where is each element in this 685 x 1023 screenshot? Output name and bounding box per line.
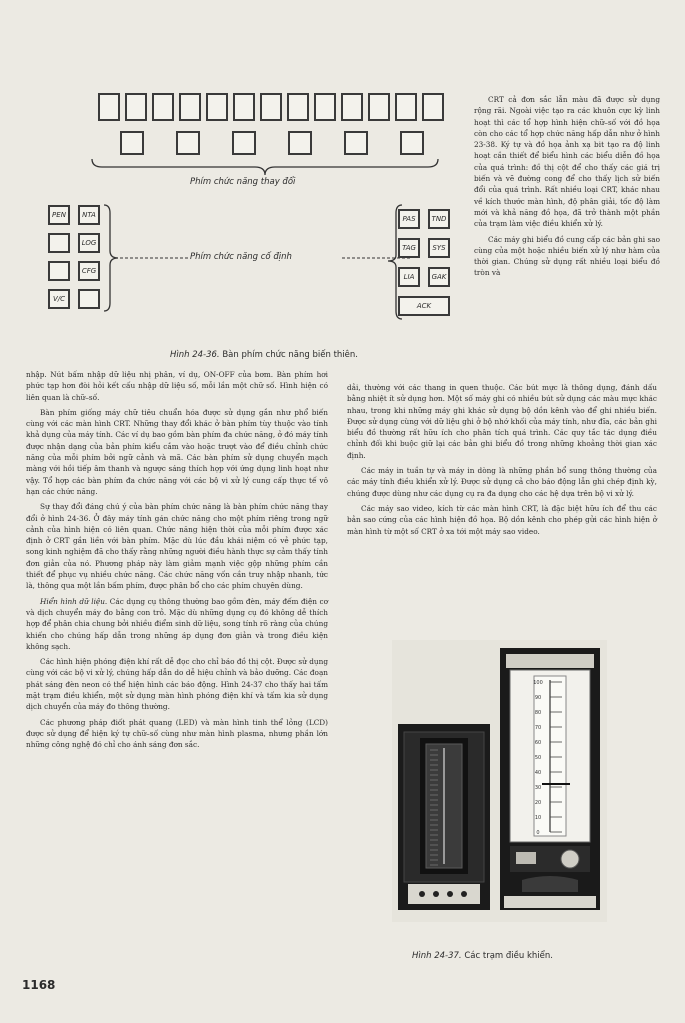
caption-text: Bàn phím chức năng biến thiên. <box>222 350 358 360</box>
variable-key <box>344 131 368 155</box>
paragraph-crt: CRT cả đơn sắc lẫn màu đã được sử dụng rộng rãi. Ngoài việc tạo ra các khuôn cực kỳ linh hoạt thì các tổ hợp hình hiện chữ–số với đồ họa còn cho các tổ hợp chức năng hấp dẫn như ở hình 23-38. Ký tự và đồ họa ảnh xạ bit tạo ra độ linh hoạt cần thiết để biểu hình các biểu diễn đồ họa của quá trình: đồ thị cột để cho thấy các giá trị biến và vẽ đường cong để cho thấy lịch sử biến đổi của quá trình. Rất nhiều loại CRT, khác nhau về kích thước màn hình, độ phân giải, tốc độ làm mới và khả năng đồ họa, đã trở thành một phần của trạm làm việc điều khiển xử lý. <box>474 95 660 229</box>
variable-key <box>288 131 312 155</box>
scale-tick-label: 0 <box>536 830 540 836</box>
caption-prefix: Hình 24-36. <box>170 350 220 360</box>
figure-24-37-caption <box>412 951 553 961</box>
key-blank-3 <box>78 289 100 309</box>
key-lia: LIA <box>398 267 420 287</box>
key-blank-1 <box>48 233 70 253</box>
paragraph-variable-function: Sự thay đổi đáng chú ý của bàn phím chức năng là bàn phím chức năng thay đổi ở hình 24-36. Ở đây máy tính gán chức năng cho một phím riêng trong ngữ cảnh của hình hiện có liên quan. Chức năng hiện thời của mỗi phím được xác định ở CRT gần liền với bàn phím. Mặc dù lúc đầu khái niệm có vẻ phức tạp, song kinh nghiệm đã cho thấy rằng những người điều hành thực sự cảm thấy tính đơn giản của nó. Phương pháp này làm giảm mạnh việc gộp những phím cần thiết để phục vụ nhiều chức năng. Các chức năng vốn cần truy nhập nhanh, tức là, thông qua một lần bấm phím, được phân bổ cho các phím chuyên dùng. <box>26 502 328 591</box>
key-gak: GAK <box>428 267 450 287</box>
scale-tick-label: 50 <box>534 755 542 761</box>
scale-tick-label: 30 <box>534 785 542 791</box>
variable-key <box>232 131 256 155</box>
scale-tick-label: 10 <box>534 815 542 821</box>
key-pas: PAS <box>398 209 420 229</box>
label-fixed-keys: Phím chức năng cố định <box>190 252 292 262</box>
variable-key <box>120 131 144 155</box>
paragraph-chart-recorders-end: dải, thường với các thang in quen thuộc. Các bút mực là thông dụng, đánh dấu bằng nhiệt ít sử dụng hơn. Một số máy ghi có nhiều bút sử dụng các màu mực khác nhau, trong khi những máy ghi khác sử dụng bộ dồn kênh vào để ghi nhiều biến. Được sử dụng cùng với dữ liệu ghi ở bộ nhớ khối của máy tính, như đĩa, các bản ghi biểu đồ thường rất hữu ích cho phân tích quá trình. Các quy tắc tác dụng điều chỉnh đối khi buộc giữ lại các bản ghi biểu đồ trong những khoảng thời gian xác định. <box>347 383 657 460</box>
data-display-heading: Hiển hình dữ liệu. <box>40 596 108 606</box>
figure-keyboard-diagram <box>30 85 470 375</box>
key-sys: SYS <box>428 238 450 258</box>
left-fixed-brace <box>102 203 122 313</box>
scale-tick-label: 80 <box>534 710 542 716</box>
data-display-text: Các dụng cụ thông thường bao gồm đèn, máy đếm điện cơ và dịch chuyển máy đo bằng con trỏ. Mặc dù những dụng cụ đó không dễ thích hợp để phân chia chung bởi nhiều điểm sinh dữ liệu, song tính rõ ràng của chúng khiến cho chúng hấp dẫn trong những áp dụng đơn giản và trong điều kiện không sạch. <box>26 596 329 651</box>
scale-tick-label: 20 <box>534 800 542 806</box>
key-log: LOG <box>78 233 100 253</box>
variable-key <box>368 93 390 121</box>
variable-key <box>422 93 444 121</box>
paragraph-data-display <box>26 596 328 652</box>
variable-key <box>176 131 200 155</box>
key-tag: TAG <box>398 238 420 258</box>
photo-caption-prefix: Hình 24-37. <box>412 951 462 961</box>
right-column-top <box>474 94 660 283</box>
variable-key <box>206 93 228 121</box>
variable-key <box>341 93 363 121</box>
left-column <box>26 369 328 755</box>
scale-tick-label: 90 <box>534 695 542 701</box>
variable-key <box>395 93 417 121</box>
scale-tick-label: 100 <box>533 680 543 686</box>
label-variable-keys: Phím chức năng thay đổi <box>190 177 296 187</box>
paragraph-chart-recorders-start: Các máy ghi biểu đồ cung cấp các bản ghi sao cùng của một hoặc nhiều biến xử lý như hàm của thời gian. Chúng sử dụng rất nhiều loại biểu đồ tròn và <box>474 234 660 278</box>
key-nta: NTA <box>78 205 100 225</box>
key-blank-2 <box>48 261 70 281</box>
paragraph-video-copiers: Các máy sao video, kích từ các màn hình CRT, là đặc biệt hữu ích để thu các bản sao cứng của các hình hiện đồ họa. Bộ dồn kênh cho phép gửi các hình hiện ở màn hình từ một số CRT ở xa tới một máy sao video. <box>347 503 657 536</box>
key-ack: ACK <box>398 296 450 316</box>
paragraph-keyboards: Bàn phím giống máy chữ tiêu chuẩn hóa được sử dụng gắn như phổ biến cùng với các màn hình CRT. Những thay đổi khác ở bàn phím tùy thuộc vào tính khả dụng của máy tính. Các ví dụ bao gồm bàn phím đa chức năng, ở đó máy tính được nhận dạng của bản phím kiểu cắm vào hoặc trượt vào để điều chỉnh chức năng của mỗi phím bởi ngữ cảnh và mã. Các bàn phím sử dụng chuyển mạch màng với hồi tiếp âm thanh và ngược sáng thích hợp với ứng dụng linh hoạt như vậy. Tổ hợp các bàn phím đa chức năng với các bộ vi xử lý cung cấp thực tế vô hạn các chức năng. <box>26 407 328 496</box>
variable-key <box>125 93 147 121</box>
paragraph-pushbuttons: nhập. Nút bấm nhập dữ liệu nhị phân, ví dụ, ON-OFF của bơm. Bàn phím hơi phức tạp hơn đòi hỏi kết cấu nhập dữ liệu số, mỗi lần một chữ số. Hình hiện có liên quan là chữ–số. <box>26 370 328 402</box>
key-pen: PEN <box>48 205 70 225</box>
page-number: 1168 <box>22 978 56 992</box>
variable-keys-brace <box>90 157 440 179</box>
paragraph-printers: Các máy in tuần tự và máy in dòng là những phần bổ sung thông thường của các máy tính điều khiển xử lý. Được sử dụng cả cho báo động lẫn ghi chép định kỳ, chúng được dùng như các dụng cụ ra đa dụng cho các hệ dựa trên bộ vi xử lý. <box>347 466 657 498</box>
figure-24-36-caption <box>170 350 358 360</box>
right-column-lower <box>347 382 657 541</box>
variable-key <box>314 93 336 121</box>
variable-key <box>152 93 174 121</box>
paragraph-led-lcd: Các phương pháp điốt phát quang (LED) và màn hình tinh thể lỏng (LCD) được sử dụng để hiện ký tự chữ–số cùng như màn hình plasma, nhưng phần lớn những công nghệ đó chỉ cho ánh sáng đơn sắc. <box>26 717 328 750</box>
variable-key <box>98 93 120 121</box>
figure-control-stations-photo <box>392 640 607 922</box>
variable-key <box>287 93 309 121</box>
scale-tick-label: 70 <box>534 725 542 731</box>
paragraph-gas-discharge: Các hình hiện phóng điện khí rất dễ đọc cho chỉ báo đồ thị cột. Được sử dụng cùng với các bộ vi xử lý, chúng hấp dẫn do dễ hiệu chỉnh và bảo dưỡng. Các đoạn phát sáng đèn neon có thể hiện hình các báo động. Hình 24-37 cho thấy hai tấm mặt trạm điều khiển, một sử dụng màn hình phóng điện khí và tấm kia sử dụng dịch chuyển của máy đo thông thường. <box>26 657 328 712</box>
photo-caption-text: Các trạm điều khiển. <box>464 951 553 961</box>
scale-tick-label: 60 <box>534 740 542 746</box>
key-cfg: CFG <box>78 261 100 281</box>
variable-key <box>260 93 282 121</box>
scale-tick-label: 40 <box>534 770 542 776</box>
key-vc: V/C <box>48 289 70 309</box>
key-tnd: TND <box>428 209 450 229</box>
variable-key <box>233 93 255 121</box>
variable-key <box>400 131 424 155</box>
variable-key <box>179 93 201 121</box>
